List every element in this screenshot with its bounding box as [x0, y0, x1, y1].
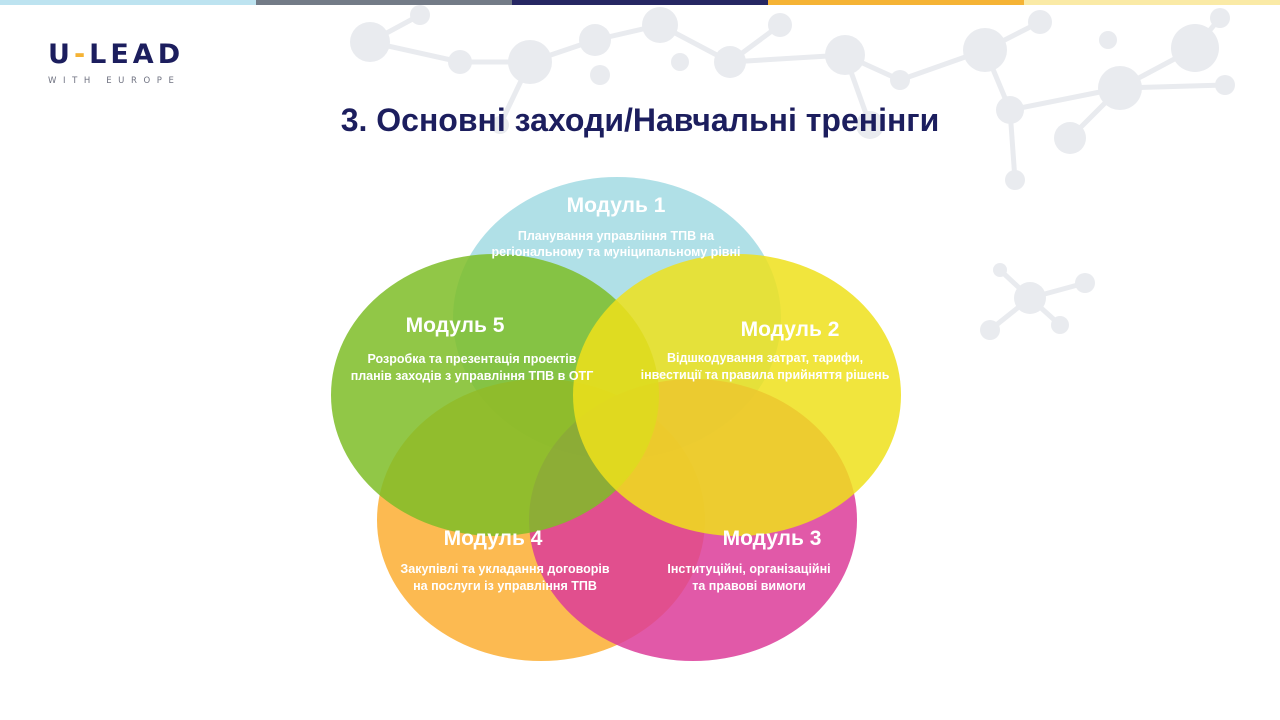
module-5-heading: Модуль 5 [405, 314, 505, 337]
module-2-description-line: Відшкодування затрат, тарифи, [666, 351, 864, 365]
module-3-description-line: та правові вимоги [692, 579, 806, 593]
module-5-description-line: планів заходів з управління ТПВ в ОТГ [350, 369, 594, 383]
module-1-description-line: регіональному та муніципальному рівні [491, 245, 741, 259]
module-4-heading: Модуль 4 [443, 527, 543, 550]
module-1-heading: Модуль 1 [566, 194, 666, 217]
module-5-description-line: Розробка та презентація проектів [367, 352, 577, 366]
page-title: 3. Основні заходи/Навчальні тренінги [340, 102, 940, 138]
module-2-circle [573, 254, 901, 536]
logo-word-lead: LEAD [89, 39, 185, 70]
module-2-description-line: інвестиції та правила прийняття рішень [640, 368, 890, 382]
logo-subtitle: WITH EUROPE [48, 76, 181, 86]
logo-letter-u: U [48, 39, 74, 70]
module-1-description-line: Планування управління ТПВ на [517, 229, 715, 243]
logo-dash: - [73, 39, 90, 70]
module-4-description-line: Закупівлі та укладання договорів [400, 562, 610, 576]
module-2-heading: Модуль 2 [740, 318, 840, 341]
module-3-heading: Модуль 3 [722, 527, 822, 550]
module-4-description-line: на послуги із управління ТПВ [413, 579, 597, 593]
module-3-description-line: Інституційні, організаційні [667, 562, 831, 576]
